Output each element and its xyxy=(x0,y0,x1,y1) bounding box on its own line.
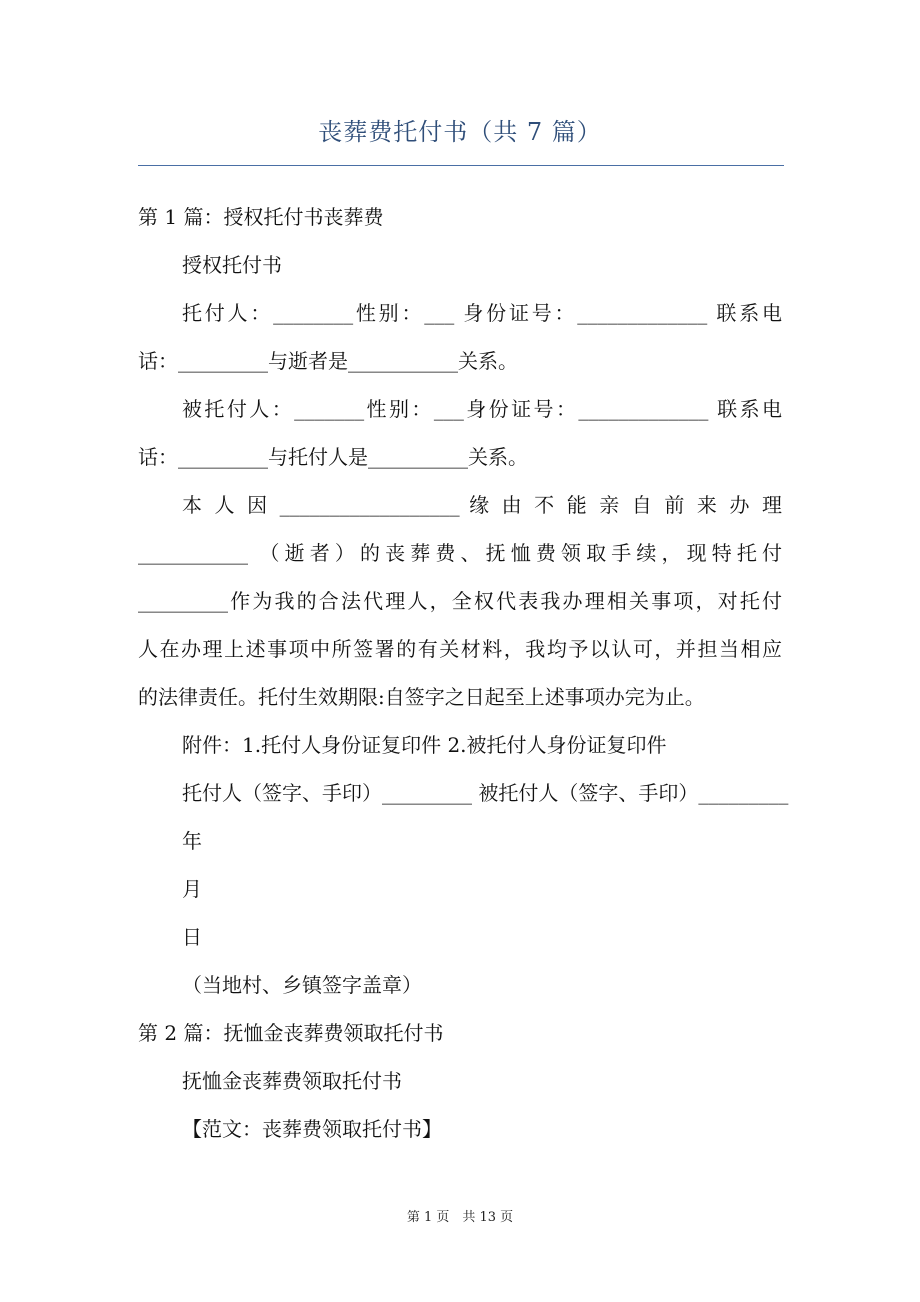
agent-phone-line: 话：_________与托付人是__________关系。 xyxy=(138,445,528,469)
local-seal-note: （当地村、乡镇签字盖章） xyxy=(182,973,422,997)
body-paragraph-line-5: 的法律责任。托付生效期限:自签字之日起至上述事项办完为止。 xyxy=(138,685,705,709)
sample-text-heading: 【范文：丧葬费领取托付书】 xyxy=(182,1117,442,1141)
body-paragraph-line-2: ___________ （逝者）的丧葬费、抚恤费领取手续，现特托付 xyxy=(138,541,782,565)
body-paragraph-line-3: _________作为我的合法代理人，全权代表我办理相关事项，对托付 xyxy=(138,589,782,613)
date-year: 年 xyxy=(182,829,202,853)
date-month: 月 xyxy=(182,877,202,901)
principal-phone-line: 话：_________与逝者是___________关系。 xyxy=(138,349,518,373)
signature-line: 托付人（签字、手印）_________ 被托付人（签字、手印）_________ xyxy=(182,781,789,805)
body-paragraph-line-4: 人在办理上述事项中所签署的有关材料，我均予以认可，并担当相应 xyxy=(138,637,782,661)
page-number-footer: 第 1 页 共 13 页 xyxy=(406,1210,514,1225)
document-title: 丧葬费托付书（共 7 篇） xyxy=(318,118,602,146)
section-2-subtitle: 抚恤金丧葬费领取托付书 xyxy=(182,1069,402,1093)
date-day: 日 xyxy=(182,925,202,949)
body-paragraph-line-1: 本 人 因 __________________ 缘 由 不 能 亲 自 前 来 办 理 xyxy=(182,493,782,517)
section-1-heading: 第 1 篇：授权托付书丧葬费 xyxy=(138,205,384,229)
title-divider xyxy=(138,165,784,166)
agent-info-line: 被托付人：_______性别：___身份证号：_____________ 联系电 xyxy=(182,397,782,421)
subtitle-authorization-letter: 授权托付书 xyxy=(182,253,282,277)
section-2-heading: 第 2 篇：抚恤金丧葬费领取托付书 xyxy=(138,1021,444,1045)
attachments-line: 附件：1.托付人身份证复印件 2.被托付人身份证复印件 xyxy=(182,733,667,757)
principal-info-line: 托付人：________性别：___ 身份证号：_____________ 联系电 xyxy=(182,301,782,325)
